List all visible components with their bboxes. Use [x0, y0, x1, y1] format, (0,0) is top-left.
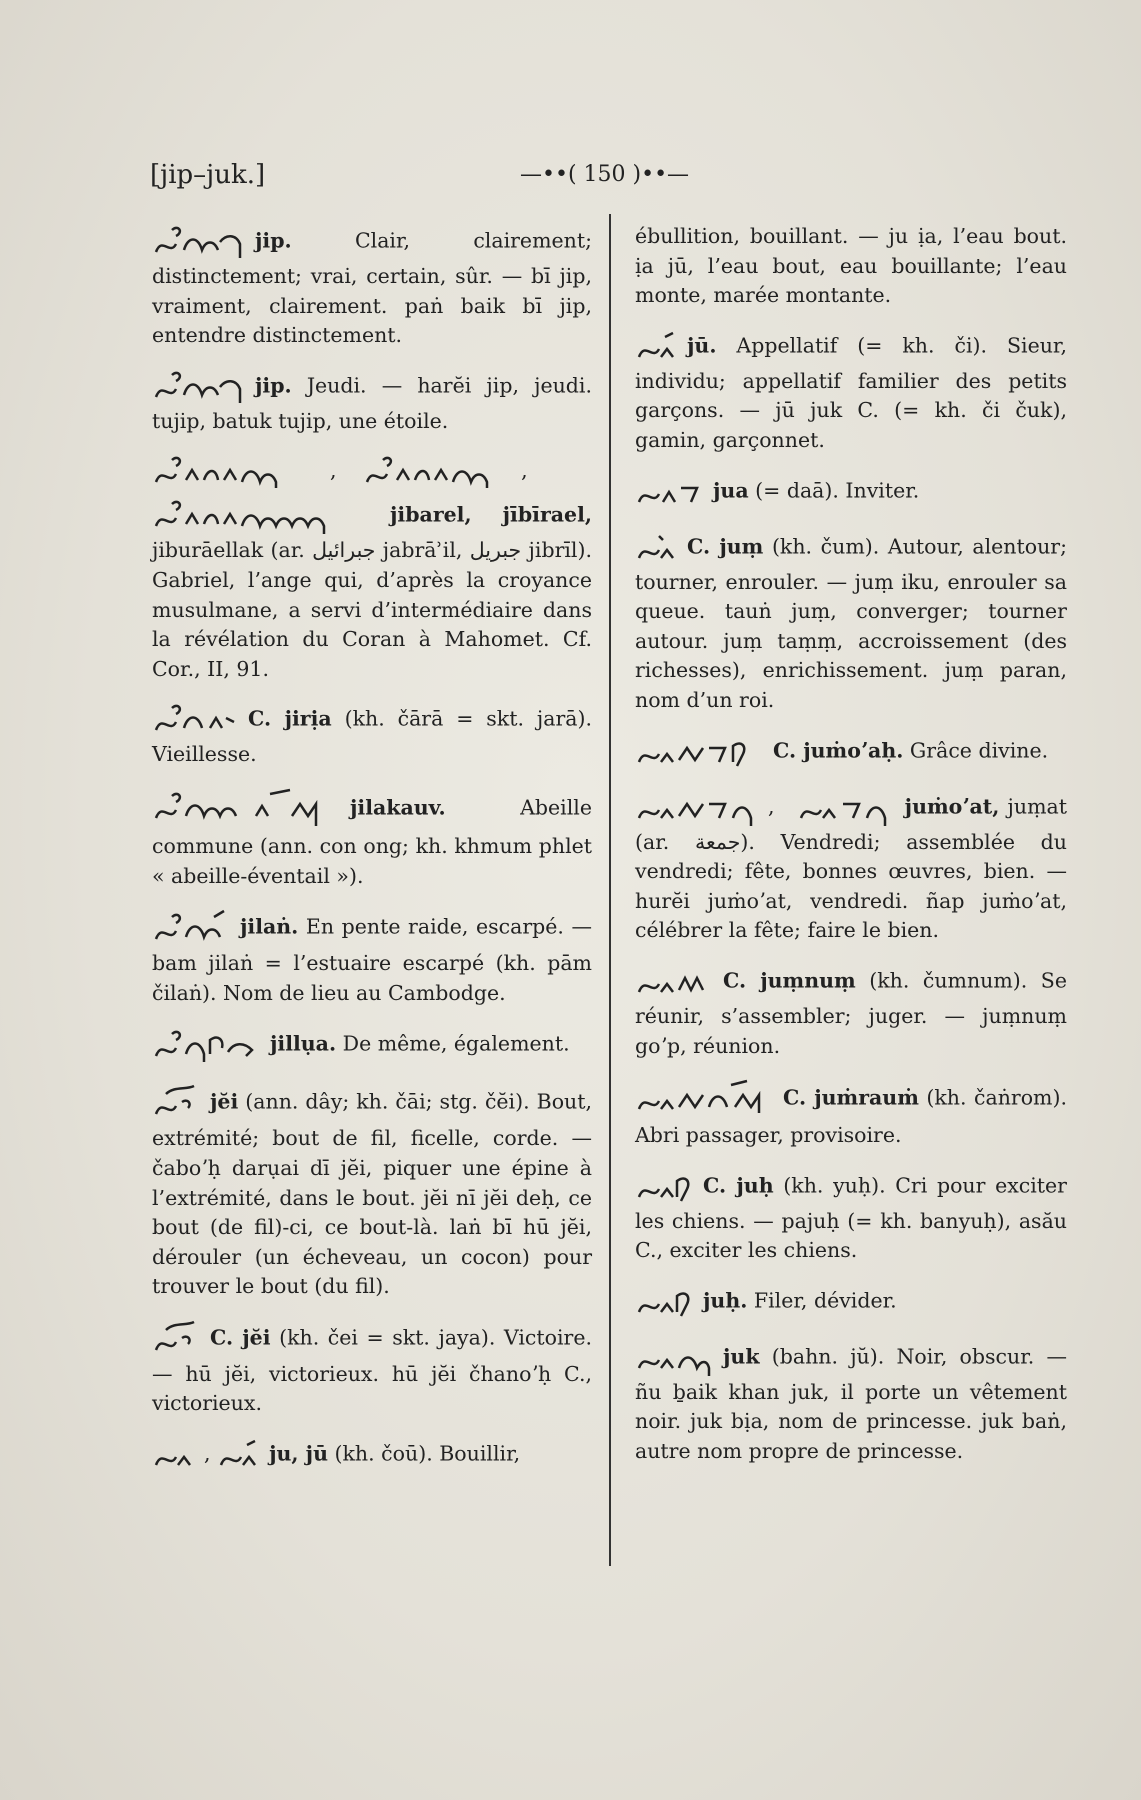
headword: C. juṃnuṃ — [723, 968, 856, 993]
cham-script-glyph-icon — [635, 1077, 775, 1121]
definition: En pente raide, escarpé. — bam jilaṅ = l’estuaire escarpé (kh. pām čilaṅ). Nom de lieu au Cambodge. — [152, 914, 592, 1005]
definition: ébullition, bouillant. — ju ịa, l’eau bout. ịa jū, l’eau bout, eau bouillante; l’eau monte, marée montante. — [635, 224, 1067, 308]
section-range: [jip–juk.] — [150, 160, 266, 190]
cham-script-glyph-icon — [217, 1435, 261, 1475]
cham-script-glyph-icon — [152, 907, 232, 949]
cham-script-glyph-icon — [363, 452, 513, 492]
cham-script-glyph-icon — [152, 1318, 202, 1360]
cham-script-glyph-icon — [152, 496, 382, 536]
separator: , — [330, 458, 337, 483]
cham-script-glyph-icon — [152, 1024, 262, 1066]
definition: Clair, clairement; distinctement; vrai, certain, sûr. — bī jip, vraiment, clairement. paṅ baik bī jip, entendre distinctement. — [152, 228, 592, 348]
entry-jilan — [152, 907, 592, 1008]
definition: De même, également. — [342, 1031, 570, 1056]
left-column — [152, 222, 592, 1491]
entry-ju-appellatif — [635, 327, 1067, 456]
entry-jei-victoire — [152, 1318, 592, 1419]
headword: C. juṁoʼaḥ. — [773, 738, 904, 763]
cham-script-glyph-icon — [152, 1082, 202, 1124]
headword: juḥ. — [703, 1288, 748, 1313]
headword: C. juṁrauṁ — [783, 1085, 919, 1110]
entry-jip-jeudi — [152, 367, 592, 437]
separator: , — [204, 1441, 211, 1466]
entry-jumraum — [635, 1077, 1067, 1151]
column-divider — [609, 214, 611, 1566]
cham-script-glyph-icon — [635, 1282, 695, 1322]
entry-jillua — [152, 1024, 592, 1066]
definition: Jeudi. — harĕi jip, jeudi. tujip, batuk tujip, une étoile. — [152, 373, 592, 433]
definition: (= daā). Inviter. — [755, 478, 920, 503]
definition: jiburāellak (ar. جبرائيل jabrāʾil, جبريل jibrīl). Gabriel, l’ange qui, d’après la croyance musulmane, a servi d’intermédiaire dans la révélation du Coran à Mahomet. Cf. Cor., II, 91. — [152, 538, 592, 681]
entry-jum — [635, 528, 1067, 716]
glyph-row — [152, 452, 592, 492]
definition: (kh. čei = skt. jaya). Victoire. — hū jĕi, victorieux. hū jĕi čhanoʼḥ C., victorieux. — [152, 1325, 592, 1416]
definition: (bahn. jŭ). Noir, obscur. — ñu ḇaik khan juk, il porte un vêtement noir. juk bịa, nom de princesse. juk baṅ, autre nom propre de princesse. — [635, 1344, 1067, 1464]
cham-script-glyph-icon — [635, 962, 715, 1002]
definition: Abeille commune (ann. con ong; kh. khmum phlet « abeille-éventail »). — [152, 795, 592, 888]
headword: C. jirịa — [248, 706, 332, 731]
headword: jĕi — [210, 1089, 239, 1114]
right-column — [635, 222, 1067, 1483]
entry-juk — [635, 1338, 1067, 1467]
entry-jip-clair — [152, 222, 592, 351]
cham-script-glyph-icon — [797, 788, 897, 828]
entry-jumoah — [635, 732, 1067, 772]
page-number: —••( 150 )••— — [520, 162, 690, 187]
cham-script-glyph-icon — [152, 786, 342, 832]
definition: Grâce divine. — [909, 738, 1049, 763]
entry-jiria — [152, 700, 592, 770]
headword: juk — [723, 1344, 760, 1369]
definition: (kh. čum). Autour, alentour; tourner, enrouler. — juṃ iku, enrouler sa queue. tauṅ juṃ, converger; tourner autour. juṃ taṃṃ, accroissement (des richesses), enrichissement. juṃ paran, nom d’un roi. — [635, 534, 1067, 712]
headword: C. juḥ — [703, 1173, 774, 1198]
entry-juh-cri — [635, 1167, 1067, 1266]
definition: (kh. čumnum). Se réunir, s’assembler; juger. — juṃnuṃ goʼp, réunion. — [635, 968, 1067, 1058]
definition: (ann. dây; kh. čāi; stg. čĕi). Bout, extrémité; bout de fil, ficelle, corde. — čaboʼḥ darụai dī jĕi, piquer une épine à l’extrémité, dans le bout. jĕi nī jĕi deḥ, ce bout (de fil)-ci, ce bout-là. laṅ bī hū jĕi, dérouler (un écheveau, un cocon) pour trouver le bout (du fil). — [152, 1089, 592, 1299]
separator: , — [768, 794, 775, 819]
cham-script-glyph-icon — [152, 700, 240, 740]
entry-ju-continued — [635, 222, 1067, 311]
entry-jibarel — [152, 452, 592, 684]
page-header — [150, 160, 841, 200]
headword: C. juṃ — [687, 534, 764, 559]
cham-script-glyph-icon — [635, 788, 760, 828]
cham-script-glyph-icon — [152, 367, 247, 407]
headword: C. jĕi — [210, 1325, 271, 1350]
headword: jillụa. — [270, 1031, 337, 1056]
headword: jip. — [255, 373, 292, 398]
cham-script-glyph-icon — [152, 222, 247, 262]
entry-jumoat — [635, 788, 1067, 946]
entry-jua — [635, 472, 1067, 512]
entry-ju-bouillir — [152, 1435, 592, 1475]
definition: Appellatif (= kh. či). Sieur, individu; appellatif familier des petits garçons. — jū juk C. (= kh. či čuk), gamin, garçonnet. — [635, 333, 1067, 452]
definition: juṃat (ar. جمعة). Vendredi; assemblée du vendredi; fête, bonnes œuvres, bien. — hurĕi juṁoʼat, vendredi. ñap juṁoʼat, célébrer la fête; faire le bien. — [635, 794, 1067, 943]
headword: jua — [713, 478, 749, 503]
cham-script-glyph-icon — [635, 1338, 715, 1378]
definition: (kh. yuḥ). Cri pour exciter les chiens. — pajuḥ (= kh. banyuḥ), asău C., exciter les chiens. — [635, 1173, 1067, 1263]
entry-jei-bout — [152, 1082, 592, 1302]
headword: ju, jū — [269, 1441, 328, 1466]
cham-script-glyph-icon — [152, 1435, 196, 1475]
headword: jip. — [255, 228, 292, 253]
headword: juṁoʼat, — [904, 794, 1000, 819]
cham-script-glyph-icon — [635, 528, 679, 568]
headword: jū. — [687, 333, 717, 358]
definition: Filer, dévider. — [753, 1288, 897, 1313]
cham-script-glyph-icon — [635, 732, 765, 772]
entry-jumnum — [635, 962, 1067, 1061]
separator: , — [521, 458, 528, 483]
definition: (kh. čārā = skt. jarā). Vieillesse. — [152, 706, 592, 767]
definition: (kh. čaṅrom). Abri passager, provisoire. — [635, 1085, 1067, 1148]
entry-juh-filer — [635, 1282, 1067, 1322]
cham-script-glyph-icon — [635, 1167, 695, 1207]
definition: (kh. čoū). Bouillir, — [334, 1441, 521, 1466]
entry-jilakauv — [152, 786, 592, 891]
headword: jibarel, jībīrael, — [390, 502, 592, 527]
cham-script-glyph-icon — [635, 327, 679, 367]
headword: jilaṅ. — [240, 914, 299, 939]
cham-script-glyph-icon — [635, 472, 705, 512]
headword: jilakauv. — [350, 795, 446, 820]
cham-script-glyph-icon — [152, 452, 322, 492]
